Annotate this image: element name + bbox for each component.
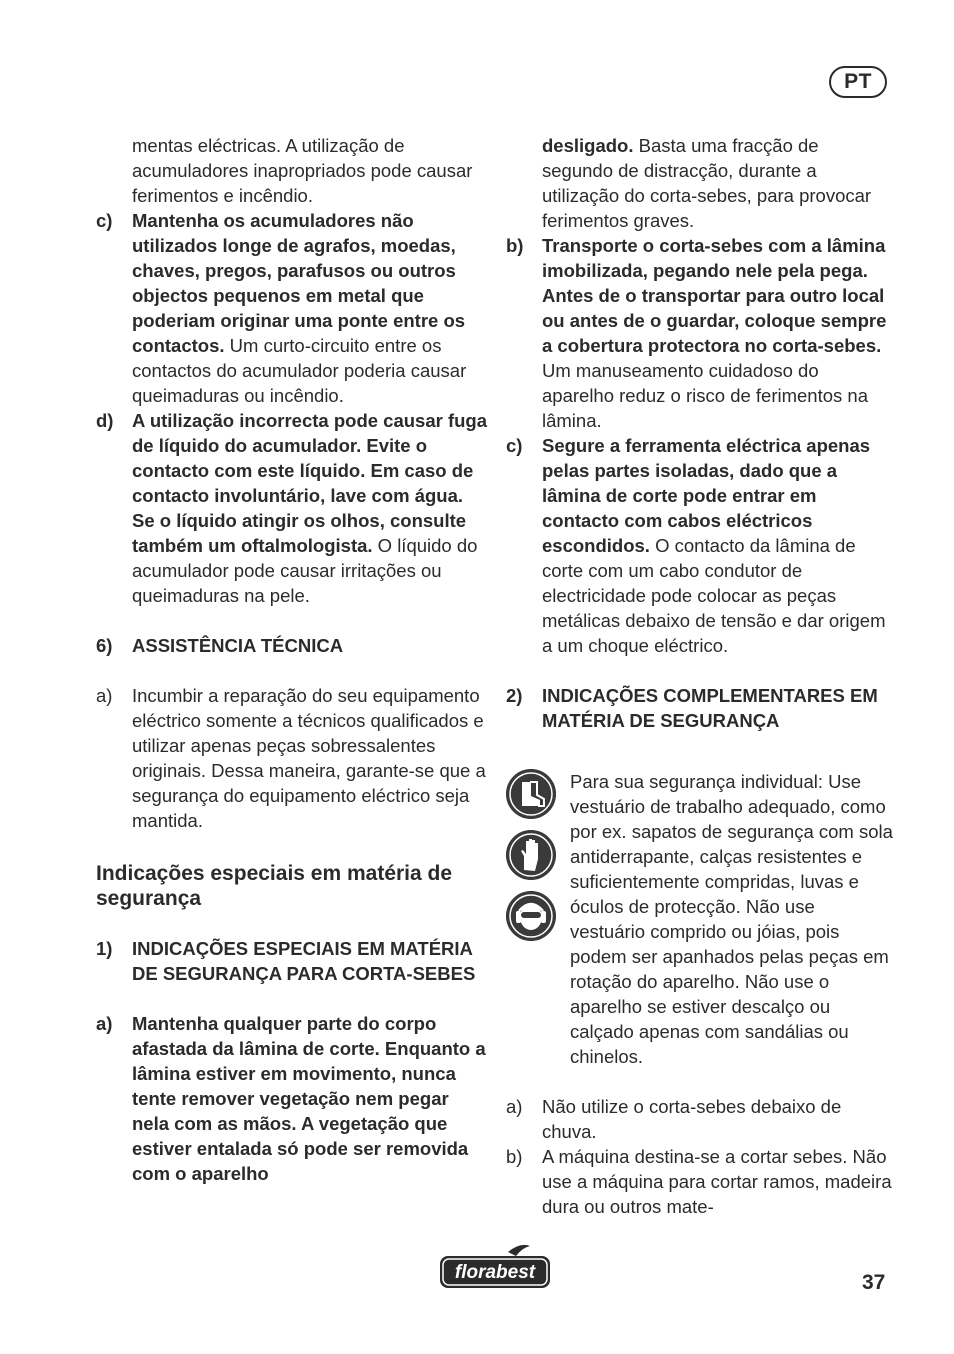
list-item-2b <box>506 1144 894 1219</box>
ppe-block <box>506 769 894 1069</box>
intro-paragraph: mentas eléctricas. A utilização de acumuladores inapropriados pode causar ferimentos e incêndio. <box>132 135 473 206</box>
item-label: d) <box>96 410 114 431</box>
left-column <box>96 133 488 1186</box>
safety-boots-icon <box>506 769 556 819</box>
item-text: Um manuseamento cuidadoso do aparelho reduz o risco de ferimentos na lâmina. <box>542 360 868 431</box>
item-bold-text: A utilização incorrecta pode causar fuga de líquido do acumulador. Evite o contacto com este líquido. Em caso de contacto involuntário, lave com água. Se o líquido atingir os olhos, consulte também um oftalmologista. <box>132 410 488 556</box>
item-label: a) <box>96 1013 113 1034</box>
list-item-6a <box>96 683 488 833</box>
language-badge: PT <box>829 66 887 98</box>
item-text: Incumbir a reparação do seu equipamento eléctrico somente a técnicos qualificados e utilizar apenas peças sobressalentes originais. Dessa maneira, garante-se que a segurança do equipamento eléctrico seja mantida. <box>132 685 486 831</box>
item-text: O líquido do acumulador pode causar irritações ou queimaduras na pele. <box>132 535 478 606</box>
section-6-heading <box>96 633 488 658</box>
page-number: 37 <box>862 1271 886 1294</box>
list-item-2a <box>506 1094 894 1144</box>
section-2-heading <box>506 683 894 733</box>
ppe-text: Para sua segurança individual: Use vestuário de trabalho adequado, como por ex. sapatos de segurança com sola antiderrapante, calças resistentes e suficientemente compridas, luvas e óculos de protecção. Não use vestuário comprido ou jóias, pois podem ser apanhados pelas peças em rotação do aparelho. Não use o aparelho se estiver descalço ou calçado apenas com sandálias ou chinelos. <box>570 771 893 1067</box>
section-title: INDICAÇÕES ESPECIAIS EM MATÉRIA DE SEGURANÇA PARA CORTA-SEBES <box>132 938 476 984</box>
list-item-c <box>96 208 488 408</box>
section-number: 1) <box>96 938 113 959</box>
section-number: 6) <box>96 635 113 656</box>
florabest-logo <box>438 1244 552 1290</box>
safety-gloves-icon <box>506 830 556 880</box>
item-text: Não utilize o corta-sebes debaixo de chuva. <box>542 1096 842 1142</box>
list-item-d <box>96 408 488 608</box>
safety-goggles-ear-protection-icon <box>506 891 556 941</box>
item-label: c) <box>506 435 523 456</box>
item-label: a) <box>506 1096 523 1117</box>
item-label: b) <box>506 1146 523 1167</box>
item-bold-text: Segure a ferramenta eléctrica apenas pelas partes isoladas, dado que a lâmina de corte pode entrar em contacto com cabos eléctricos escondidos. <box>542 435 871 556</box>
item-text: A máquina destina-se a cortar sebes. Não use a máquina para cortar ramos, madeira dura ou outros mate- <box>542 1146 892 1217</box>
item-label: c) <box>96 210 113 231</box>
special-safety-heading: Indicações especiais em matéria de segurança <box>96 862 453 910</box>
continuation-text: Basta uma fracção de segundo de distracção, durante a utilização do corta-sebes, para provocar ferimentos graves. <box>542 135 872 231</box>
right-column <box>506 133 894 1219</box>
item-text: O contacto da lâmina de corte com um cabo condutor de electricidade pode colocar as peças metálicas debaixo de tensão e dar origem a um choque eléctrico. <box>542 535 886 656</box>
list-item-1a <box>96 1011 488 1186</box>
item-text: Um curto-circuito entre os contactos do acumulador poderia causar queimaduras ou incêndio. <box>132 335 467 406</box>
continuation-paragraph <box>506 133 894 233</box>
list-item-b <box>506 233 894 433</box>
item-bold-text: Mantenha qualquer parte do corpo afastada da lâmina de corte. Enquanto a lâmina estiver em movimento, nunca tente remover vegetação nem pegar nela com as mãos. A vegetação que estiver entalada só pode ser removida com o aparelho <box>132 1013 486 1184</box>
section-1-heading <box>96 936 488 986</box>
ppe-icons <box>506 769 560 952</box>
continuation-bold: desligado. <box>542 135 634 156</box>
section-title: ASSISTÊNCIA TÉCNICA <box>132 635 344 656</box>
item-label: a) <box>96 685 113 706</box>
list-item-c-right <box>506 433 894 658</box>
item-label: b) <box>506 235 524 256</box>
section-number: 2) <box>506 685 523 706</box>
svg-text:florabest: florabest <box>454 1262 536 1283</box>
item-bold-text: Transporte o corta-sebes com a lâmina imobilizada, pegando nele pela pega. Antes de o transportar para outro local ou antes de o guardar, coloque sempre a cobertura protectora no corta-sebes. <box>542 235 887 356</box>
section-title: INDICAÇÕES COMPLEMENTARES EM MATÉRIA DE SEGURANÇA <box>542 685 878 731</box>
item-bold-text: Mantenha os acumuladores não utilizados longe de agrafos, moedas, chaves, pregos, parafusos ou outros objectos pequenos em metal que poderiam originar uma ponte entre os contactos. <box>132 210 466 356</box>
